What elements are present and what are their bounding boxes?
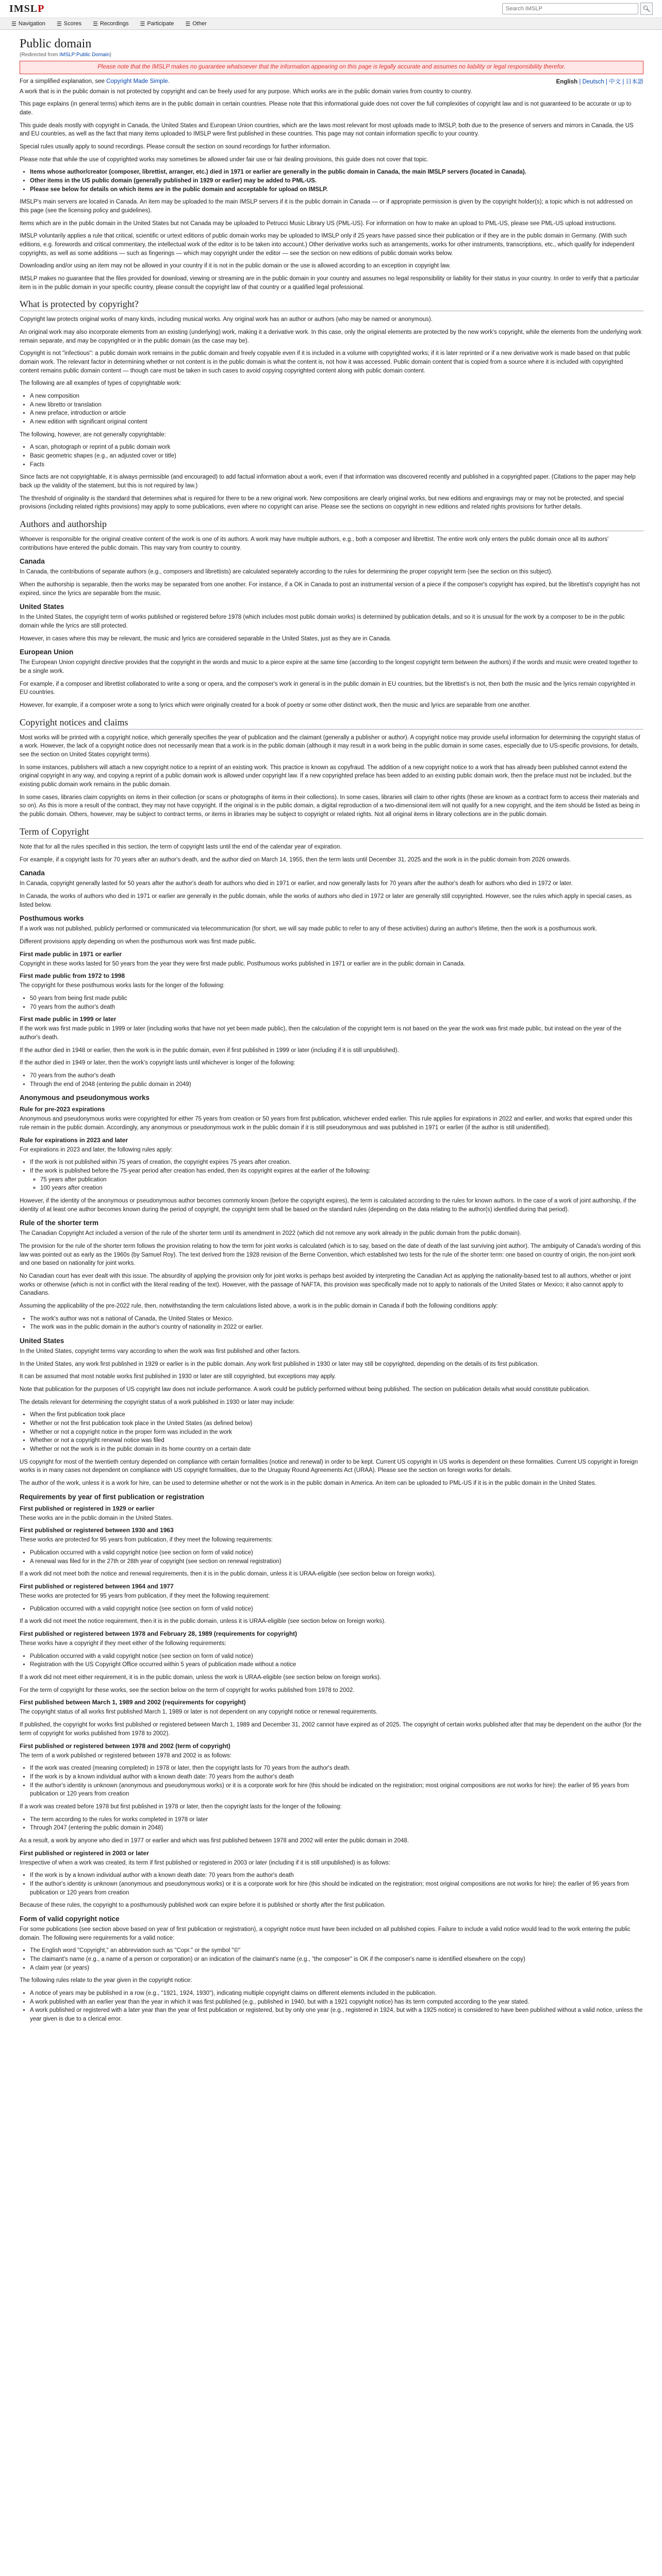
search-input[interactable] <box>502 3 638 14</box>
bullet-list <box>40 1176 643 1193</box>
subsection-heading: Rule of the shorter term <box>20 1219 99 1227</box>
list-item: • Whether or not the first publication took place in the United States (as defined below) <box>30 1419 643 1428</box>
paragraph: Copyright is not "infectious": a public domain work remains in the public domain and freely copyable even if it is included in a volume with copyrighted works; if it is later reprinted or if a new derivative work is made based on that public domain work. The relevant factor in determining whether or not content is in the public domain is what the content is, not how it was accessed. Public domain content that is copied from a source where it is included with copyrighted content remains public domain content — though care must be taken in such cases to avoid copying copyrighted content along with public domain content. <box>20 350 631 374</box>
intro-paragraph: Downloading and/or using an item may not be allowed in your country if it is not in the public domain or the use is allowed according to an exception in copyright law. <box>20 263 451 269</box>
paragraph: If a work did not meet the notice requirement, then it is in the public domain, unless it is URAA-eligible (see section below on foreign works). <box>20 1618 386 1625</box>
section-heading: Authors and authorship <box>20 519 643 531</box>
paragraph: These works are protected for 95 years from publication, if they meet the following requirements: <box>20 1537 273 1544</box>
subsection-heading: Canada <box>20 869 45 877</box>
paragraph: In the United States, copyright terms vary according to when the work was first published and other factors. <box>20 1348 301 1355</box>
intro-paragraph: Special rules usually apply to sound recordings. Please consult the section on sound recordings for further information. <box>20 143 331 150</box>
list-item: • Facts <box>30 461 643 469</box>
language-row <box>20 77 643 86</box>
list-item: • A renewal was filed for in the 27th or 28th year of copyright (see section on renewal registration) <box>30 1557 643 1566</box>
paragraph: Copyright law protects original works of many kinds, including musical works. Any original work has an author or authors (who may be named or anonymous). <box>20 316 433 323</box>
subsection-heading: Posthumous works <box>20 914 84 923</box>
list-item: • A work published or registered with a later year than the year of first publication or registered, but by only one year (e.g., registered in 1924, but with a 1925 notice) is considered to have been published without a valid notice, unless the year given is due to a clerical error. <box>30 2006 643 2023</box>
intro-list <box>30 168 643 194</box>
list-item: • 70 years from the author's death <box>30 1072 643 1080</box>
minor-heading: First published between March 1, 1989 and 2002 (requirements for copyright) <box>20 1699 246 1706</box>
intro-paragraph: IMSLP makes no guarantee that the files provided for download, viewing or streaming are in the public domain in your country and assumes no legal responsibility or liability for their status in your country. In order to verify that a particular item is in the public domain in your specific country, please consult the copyright law of that country or a qualified legal professional. <box>20 275 639 291</box>
intro-paragraph: IMSLP's main servers are located in Canada. An item may be uploaded to the main IMSLP servers if it is the public domain in Canada — or if appropriate permission is given by the copyright holder(s); a topic which is not addressed on this page (see the licensing policy and guidelines). <box>20 199 633 214</box>
bullet-list <box>30 1549 643 1566</box>
paragraph: These works are protected for 95 years from publication, if they meet the following requirement: <box>20 1593 270 1600</box>
bullet-list <box>30 1411 643 1453</box>
paragraph: If a work was created before 1978 but first published in 1978 or later, then the copyright lasts for the longer of the following: <box>20 1803 342 1810</box>
list-item: • Registration with the US Copyright Office occurred within 5 years of publication made without a notice <box>30 1660 643 1669</box>
paragraph: In the United States, the copyright term of works published or registered before 1978 (which includes most public domain works) is determined by publication details, and so it is unusual for the work by a composer to be in the public domain while the lyrics are still protected. <box>20 614 625 630</box>
list-item: ◦ 75 years after publication <box>40 1176 643 1184</box>
list-item: ◦ 100 years after creation <box>40 1184 643 1193</box>
bullet-list <box>30 1072 643 1089</box>
list-item: • If the work is by a known individual author with a known death date: 70 years from the author's death <box>30 1871 643 1880</box>
paragraph: In Canada, copyright generally lasted for 50 years after the author's death for authors who died in 1971 or earlier, and now generally lasts for 70 years after the author's death for authors who died in 1972 or later. <box>20 880 573 887</box>
paragraph: For the term of copyright for these works, see the section below on the term of copyright for works published from 1978 to 2002. <box>20 1687 355 1693</box>
list-item: • If the author's identity is unknown (anonymous and pseudonymous works) or it is a corporate work for hire (this should be indicated on the registration; most original compositions are not works for hire): the earlier of 95 years from publication or 120 years from creation <box>30 1782 643 1799</box>
paragraph: Most works will be printed with a copyright notice, which generally specifies the year of publication and the claimant (generally a publisher or author). A copyright notice may provide useful information for determining the copyright status of a work. However, the lack of a copyright notice does not necessarily mean that a work is in the public domain (although it may result in a work being in the public domain in some cases, especially due to US-specific provisions, for details, see the section on United States copyright terms). <box>20 734 640 758</box>
intro-paragraph: Please note that while the use of copyrighted works may sometimes be allowed under fair use or fair dealing provisions, this guide does not cover that topic. <box>20 156 428 163</box>
paragraph: In the United States, any work first published in 1929 or earlier is in the public domain. Any work first published in 1930 or later may still be copyrighted, depending on the details of its first publication. <box>20 1361 539 1367</box>
minor-heading: First made public from 1972 to 1998 <box>20 972 125 980</box>
list-item: • The claimant's name (e.g., a name of a person or corporation) or an indication of the claimant's name (e.g., "the composer" is OK if the composer's name is identified elsewhere on the copy) <box>30 1955 643 1964</box>
paragraph: If a work did not meet both the notice and renewal requirements, then it is in the public domain, unless it is URAA-eligible (see section below on foreign works). <box>20 1571 436 1578</box>
list-item: • Through 2047 (entering the public domain in 2048) <box>30 1824 643 1833</box>
paragraph: An original work may also incorporate elements from an existing (underlying) work, making it a derivative work. In this case, only the original elements are protected by the new work's copyright, while the elements from the underlying work remain separate, and may be copyrighted or in the public domain (as the case may be). <box>20 329 642 344</box>
language-current: English <box>556 78 578 85</box>
paragraph: The copyright status of all works first published March 1, 1989 or later is not dependent on any copyright notice or renewal requirements. <box>20 1709 378 1716</box>
intro-paragraph: Items which are in the public domain in the United States but not Canada may be uploaded to Petrucci Music Library US (PML-US). For information on how to make an upload to PML-US, please see PML-US upload instructions. <box>20 220 617 227</box>
minor-heading: First published or registered between 1930 and 1963 <box>20 1527 174 1534</box>
nav-scores[interactable] <box>57 21 81 27</box>
list-item: • Basic geometric shapes (e.g., an adjusted cover or title) <box>30 452 643 461</box>
list-item: • 50 years from being first made public <box>30 994 643 1003</box>
list-item: • A notice of years may be published in a row (e.g., "1921, 1924, 1930"), indicating multiple copyright claims on different elements included in the publication. <box>30 1989 643 1998</box>
nav-label: Participate <box>147 21 174 27</box>
paragraph: US copyright for most of the twentieth century depended on compliance with certain formalities (notice and renewal) in order to be kept. Current US copyright in US works is dependent on these formalities. Current US copyright in foreign works is in many cases not dependent on compliance with US copyright formalities, due to the Uruguay Round Agreements Act (URAA). Please see the section on foreign works for details. <box>20 1459 638 1474</box>
list-item: • A new libretto or translation <box>30 401 643 410</box>
language-others[interactable]: | Deutsch | 中文 | 日本語 <box>579 78 643 85</box>
paragraph: For some publications (see section above based on year of first publication or registration), a copyright notice must have been included on all published copies. Failure to include a valid notice would lead to the work entering the public domain. The following were requirements for a valid notice: <box>20 1926 631 1941</box>
paragraph: Since facts are not copyrightable, it is always permissible (and encouraged) to add factual information about a work, even if that information was discovered recently and published in a copyrighted paper. (Citations to the paper may help back up the validity of the statement, but this is not required by law.) <box>20 474 636 489</box>
list-item <box>30 1167 643 1193</box>
list-item: • Items whose author/creator (composer, librettist, arranger, etc.) died in 1971 or earlier are generally in the public domain in Canada, the main IMSLP servers (located in Canada). <box>30 168 643 177</box>
nav-label: Other <box>192 21 207 27</box>
menu-icon: ☰ <box>11 21 16 27</box>
simplified-suffix: . <box>168 78 170 84</box>
paragraph: The following are all examples of types of copyrightable work: <box>20 380 181 387</box>
paragraph: If a work did not meet either requirement, it is in the public domain, unless the work is URAA-eligible (see section below on foreign works). <box>20 1674 382 1681</box>
list-item: • A scan, photograph or reprint of a public domain work <box>30 443 643 452</box>
nav-navigation[interactable] <box>11 21 45 27</box>
paragraph: The author of the work, unless it is a work for hire, can be used to determine whether or not the work is in the public domain in America. An item can be uploaded to PML-US if it is in the public domain in the United States. <box>20 1480 597 1487</box>
list-item: • A new preface, introduction or article <box>30 409 643 418</box>
subsection-heading: Anonymous and pseudonymous works <box>20 1094 150 1102</box>
paragraph: The Canadian Copyright Act included a version of the rule of the shorter term until its amendment in 2022 (which did not remove any work already in the public domain from the public domain). <box>20 1230 521 1237</box>
list-item: • Publication occurred with a valid copyright notice (see section on form of valid notice) <box>30 1549 643 1557</box>
simplified-link[interactable]: Copyright Made Simple <box>106 78 168 84</box>
intro-paragraph: A work that is in the public domain is not protected by copyright and can be freely used for any purpose. Which works are in the public domain varies from country to country. <box>20 88 472 95</box>
list-item: • The term according to the rules for works completed in 1978 or later <box>30 1816 643 1824</box>
nav-label: Navigation <box>18 21 45 27</box>
paragraph: The European Union copyright directive provides that the copyright in the words and music to a piece expire at the same time (according to the longest copyright term between the authors) if the words and music were created together to be a single work. <box>20 659 638 675</box>
paragraph: However, in cases where this may be relevant, the music and lyrics are considered separable in the United States, just as they are in Canada. <box>20 635 392 642</box>
paragraph: The threshold of originality is the standard that determines what is required for there to be a new original work. New compositions are clearly original works, but new editions and engravings may or may not be protected, and special provisions (including related rights provisions) may apply to some publications, even where no copyright can arise. Please see the sections on copyright in new editions and related rights provisions for further details. <box>20 495 624 511</box>
bullet-list <box>30 1315 643 1332</box>
list-item: • The English word "Copyright," an abbreviation such as "Copr." or the symbol "©" <box>30 1946 643 1955</box>
paragraph: The provision for the rule of the shorter term follows the provision relating to how the term for joint works is calculated (which is to say, based on the date of death of the last surviving joint author). The ambiguity of Canada's wording of this law was pointed out as early as the 1960s (by Samuel Roy). The text derived from the 1928 revision of the Berne Convention, which established two tests for the rule of the shorter term: one based on country of origin, the non-joint work and one based on nationality for joint works. <box>20 1243 641 1267</box>
list-item: • Other items in the US public domain (generally published in 1929 or earlier) may be added to PML-US. <box>30 177 643 185</box>
nav-bar <box>0 18 662 30</box>
paragraph: Because of these rules, the copyright to a posthumously published work can expire before it is published or shortly after the first publication. <box>20 1902 386 1909</box>
paragraph: Irrespective of when a work was created, its term if first published or registered in 2003 or later (including if it is still unpublished) is as follows: <box>20 1859 391 1866</box>
paragraph: The following rules relate to the year given in the copyright notice: <box>20 1977 192 1984</box>
subsection-heading: Canada <box>20 557 45 566</box>
main-content <box>0 30 662 2024</box>
bullet-list <box>30 994 643 1011</box>
paragraph: When the authorship is separable, then the works may be separated from one another. For instance, if a OK in Canada to post an instrumental version of a piece if the composer's copyright has expired, but the librettist's copyright has not expired, since the lyrics are separable from the music. <box>20 582 640 597</box>
list-item: • Whether or not a copyright notice in the proper form was included in the work <box>30 1428 643 1437</box>
subsection-heading: Requirements by year of first publication or registration <box>20 1493 204 1501</box>
bullet-list <box>30 1816 643 1833</box>
logo-accent: P <box>38 3 45 14</box>
bullet-list <box>30 1652 643 1669</box>
nav-recordings[interactable] <box>93 21 129 27</box>
paragraph: If published, the copyright for works first published or registered between March 1, 1989 and December 31, 2002 cannot have expired as of 2025. The copyright of certain works published after that may be dependent on the author (for the term of copyright for works published from 1978 to 2002). <box>20 1722 642 1737</box>
menu-icon: ☰ <box>140 21 145 27</box>
paragraph: If the author died in 1949 or later, then the work's copyright lasts until whichever is longer of the following: <box>20 1060 295 1066</box>
magnifier-icon[interactable]: 🔍︎ <box>640 3 653 15</box>
intro-paragraph: This page explains (in general terms) which items are in the public domain in certain countries. Please note that this informational guide does not cover the full complexities of copyright law and is not guaranteed to be accurate or up to date. <box>20 101 632 116</box>
list-item: • Publication occurred with a valid copyright notice (see section on form of valid notice) <box>30 1652 643 1661</box>
list-item: • If the work is by a known individual author with a known death date: 70 years from the author's death <box>30 1773 643 1782</box>
simplified-prefix: For a simplified explanation, see <box>20 78 107 84</box>
list-item: • Through the end of 2048 (entering the public domain in 2049) <box>30 1080 643 1089</box>
minor-heading: First published or registered between 1978 and 2002 (term of copyright) <box>20 1742 230 1750</box>
list-item: • A work published with an earlier year than the year in which it was first published (e.g., published in 1940, but with a 1921 copyright notice) has its term computed according to the year stated. <box>30 1998 643 2007</box>
paragraph: The term of a work published or registered between 1978 and 2002 is as follows: <box>20 1752 232 1759</box>
paragraph: Copyright in these works lasted for 50 years from the year they were first made public. Posthumous works published in 1971 or earlier are in the public domain in Canada. <box>20 960 466 967</box>
paragraph: These works are in the public domain in the United States. <box>20 1515 173 1521</box>
bullet-list <box>30 1605 643 1614</box>
language-selector[interactable] <box>556 77 643 86</box>
nav-other[interactable] <box>185 21 206 27</box>
section-heading: What is protected by copyright? <box>20 299 643 311</box>
subsection-heading: United States <box>20 1337 64 1345</box>
top-bar <box>0 0 662 18</box>
paragraph: However, for example, if a composer wrote a song to lyrics which were originally created for a book of poetry or some other distinct work, then the music and lyrics are separable from one another. <box>20 702 531 709</box>
paragraph: The following, however, are not generally copyrightable: <box>20 431 166 438</box>
subsection-heading: European Union <box>20 648 74 656</box>
list-item: • A new edition with significant original content <box>30 418 643 427</box>
paragraph: As a result, a work by anyone who died in 1977 or earlier and which was first published between 1978 and 2002 will enter the public domain in 2048. <box>20 1837 409 1844</box>
simplified-note <box>20 78 170 84</box>
paragraph: These works have a copyright if they meet either of the following requirements: <box>20 1640 226 1647</box>
list-item: • If the work was created (meaning completed) in 1978 or later, then the copyright lasts for 70 years from the author's death. <box>30 1764 643 1773</box>
list-item: • The work was in the public domain in the author's country of nationality in 2022 or earlier. <box>30 1323 643 1332</box>
minor-heading: Rule for pre-2023 expirations <box>20 1106 105 1113</box>
minor-heading: First published or registered in 1929 or earlier <box>20 1504 155 1512</box>
list-item: • A new composition <box>30 392 643 401</box>
paragraph: For example, if a copyright lasts for 70 years after an author's death, and the author died on March 14, 1955, then the term lasts until December 31, 2025 and the work is in the public domain from 2026 onwards. <box>20 856 571 863</box>
paragraph: However, if the identity of the anonymous or pseudonymous author becomes commonly known (before the copyright expires), the term is calculated according to the rules for known authors. In the case of a work of joint authorship, if the identity of at least one author becomes known during the period of copyright, the copyright term shall be based on the standard rules (depending on the data relating to the author(s) identified during that period). <box>20 1197 636 1213</box>
list-item: • When the first publication took place <box>30 1411 643 1419</box>
menu-icon: ☰ <box>185 21 191 27</box>
paragraph: For expirations in 2023 and later, the following rules apply: <box>20 1146 173 1153</box>
list-item: • If the author's identity is unknown (anonymous and pseudonymous works) or it is a corporate work for hire (this should be indicated on the registration; most original compositions are not works for hire): the earlier of 95 years from publication or 120 years from creation <box>30 1880 643 1897</box>
paragraph: If a work was not published, publicly performed or communicated via telecommunication (for short, we will say made public to refer to any of these activities) during an author's lifetime, then the work is a posthumous work. <box>20 926 598 933</box>
menu-icon: ☰ <box>56 21 62 27</box>
paragraph: In Canada, the works of authors who died in 1971 or earlier are generally in the public domain, while the works of authors who died in 1972 or later are generally still copyrighted. However, see the rules which apply in special cases, as listed below. <box>20 893 632 908</box>
list-item: • The work's author was not a national of Canada, the United States or Mexico. <box>30 1315 643 1324</box>
paragraph: In Canada, the contributions of separate authors (e.g., composers and librettists) are calculated separately according to the rules for determining the proper copyright term (see the section on this subject). <box>20 569 553 575</box>
site-logo[interactable] <box>9 3 44 15</box>
paragraph: The copyright for these posthumous works lasts for the longer of the following: <box>20 982 225 989</box>
bullet-list <box>30 443 643 469</box>
minor-heading: Rule for expirations in 2023 and later <box>20 1136 128 1144</box>
bullet-list <box>30 1871 643 1897</box>
list-item: • Whether or not the work is in the public domain in its home country on a certain date <box>30 1445 643 1454</box>
bullet-list <box>30 1989 643 2024</box>
paragraph: No Canadian court has ever dealt with this issue. The absurdity of applying the provision only for joint works is perhaps best avoided by interpreting the Canadian Act as applying the nationality-based test to all authors, whether or joint works or otherwise (which is not in conflict with the literal reading of the text). However, with the passage of NAFTA, this provision was specifically made not to apply to nationals of the United States or Mexico; it also cannot apply to Canadians. <box>20 1273 631 1297</box>
list-item: • If the work is not published within 75 years of creation, the copyright expires 75 years after creation. <box>30 1158 643 1167</box>
paragraph: It can be assumed that most notable works first published in 1930 or later are still copyrighted, but exceptions may apply. <box>20 1374 336 1380</box>
redirect-link[interactable]: IMSLP:Public Domain <box>59 52 110 58</box>
section-heading: Copyright notices and claims <box>20 717 643 730</box>
list-item: • 70 years from the author's death <box>30 1003 643 1012</box>
section-heading: Term of Copyright <box>20 826 643 839</box>
paragraph: Whoever is responsible for the original creative content of the work is one of its authors. A work may have multiple authors, e.g., both a composer and librettist. The entire work only enters the public domain once all its authors' contributions have entered the public domain. This may vary from country to country. <box>20 536 609 551</box>
minor-heading: First published or registered between 1964 and 1977 <box>20 1583 174 1590</box>
intro-paragraph: This guide deals mostly with copyright in Canada, the United States and European Union countries, which are the laws most relevant for most uploads made to IMSLP, both due to the presence of servers and mirrors in Canada, the US and EU countries, as well as the fact that many items uploaded to IMSLP were first published in these countries. This page may not contain information specific to your country. <box>20 122 634 138</box>
paragraph: For example, if a composer and librettist collaborated to write a song or opera, and the composer's work in general is in the public domain in EU countries, but the librettist's is not, then both the music and the lyrics remain copyrighted in EU countries. <box>20 681 635 696</box>
list-item-text: If the work is published before the 75-year period after creation has ended, then its copyright expires at the earlier of the following: <box>30 1167 371 1174</box>
paragraph: If the author died in 1948 or earlier, then the work is in the public domain, even if first published in 1999 or later (including if it is still unpublished). <box>20 1047 399 1054</box>
disclaimer-notice: Please note that the IMSLP makes no guarantee whatsoever that the information appearing on this page is legally accurate and assumes no liability or legal responsibility therefor. <box>20 61 643 74</box>
bullet-list <box>30 1764 643 1799</box>
nav-participate[interactable] <box>140 21 174 27</box>
minor-heading: First published or registered in 2003 or later <box>20 1849 149 1857</box>
minor-heading: First made public in 1999 or later <box>20 1015 117 1023</box>
paragraph: If the work was first made public in 1999 or later (including works that have not yet been made public), then the calculation of the copyright term is not based on the year the work was first made public, but instead on the year of the author's death. <box>20 1026 622 1041</box>
paragraph: The details relevant for determining the copyright status of a work published in 1930 or later may include: <box>20 1399 295 1405</box>
logo-main: IMSL <box>9 3 38 14</box>
list-item: • Please see below for details on which items are in the public domain and acceptable for upload on IMSLP. <box>30 185 643 194</box>
redirect-prefix: (Redirected from <box>20 52 60 58</box>
paragraph: Different provisions apply depending on when the posthumous work was first made public. <box>20 938 256 945</box>
subsection-heading: United States <box>20 603 64 611</box>
menu-icon: ☰ <box>92 21 98 27</box>
list-item: • Whether or not a copyright renewal notice was filed <box>30 1436 643 1445</box>
paragraph: In some cases, libraries claim copyrights on items in their collection (or scans or photographs of items in their collections). In some cases, libraries will claim to other rights (these are known as a contract form to access their materials and so on). As this is more a result of the contract, they may not have copyright. If the original is in the public domain, a digital reproduction of a two-dimensional item will not qualify for a new copyright, and the item should be listed as being in the public domain. Others, however, may be subject to contract terms, or items in libraries may be subject to copyright or related rights. Not all original items in library collections are in the public domain. <box>20 794 640 818</box>
redirect-suffix: ) <box>109 52 111 58</box>
bullet-list <box>30 392 643 427</box>
paragraph: Note that publication for the purposes of US copyright law does not include performance. A work could be publicly performed without being published. The section on publication details what would constitute publication. <box>20 1386 590 1393</box>
redirect-note <box>20 52 643 58</box>
minor-heading: First made public in 1971 or earlier <box>20 950 122 958</box>
intro-paragraph: IMSLP voluntarily applies a rule that critical, scientific or urtext editions of public domain works may be uploaded to IMSLP only if 25 years have passed since their publication or if they are in the public domain in Germany. (With such editions, e.g. forewords and critical commentary, the intellectual work of the editor is to be taken into account.) Other derivative works such as arrangements, works for other instruments, transcriptions, etc., which qualify for independent copyrights, as well as some additions — such as fingerings — which may copyright under the editor — see the section on new editions of public domain works below. <box>20 233 635 257</box>
bullet-list <box>30 1946 643 1972</box>
minor-heading: First published or registered between 1978 and February 28, 1989 (requirements for copyright) <box>20 1630 297 1638</box>
list-item: • Publication occurred with a valid copyright notice (see section on form of valid notice) <box>30 1605 643 1614</box>
paragraph: Note that for all the rules specified in this section, the term of copyright lasts until the end of the calendar year of expiration. <box>20 843 342 850</box>
bullet-list <box>30 1158 643 1193</box>
nav-label: Scores <box>63 21 81 27</box>
nav-label: Recordings <box>100 21 129 27</box>
list-item: • A claim year (or years) <box>30 1964 643 1973</box>
page-title: Public domain <box>20 37 92 50</box>
paragraph: Assuming the applicability of the pre-2022 rule, then, notwithstanding the term calculations listed above, a work is in the public domain in Canada if both the following conditions apply: <box>20 1303 498 1309</box>
paragraph: In some instances, publishers will attach a new copyright notice to a reprint of an existing work. This practice is known as copyfraud. The addition of a new copyright notice to a work that has already been published cannot extend the original copyright in any way, and copying a reprint of a public domain work is allowed under copyright law. If a new copyrighted preface has been added to an existing public domain work, then the preface must not be included, but the existing public domain work remains in the public domain. <box>20 764 632 788</box>
subsection-heading: Form of valid copyright notice <box>20 1914 120 1923</box>
paragraph: Anonymous and pseudonymous works were copyrighted for either 75 years from creation or 50 years from first publication, whichever ended earlier. This rule applies for expirations in 2022 and earlier, and works that expired under this rule remain in the public domain. Accordingly, any anonymous or pseudonymous work in the public domain if it is still pseudonymous and was published in 1971 or earlier (if the author is still unidentified). <box>20 1116 633 1131</box>
